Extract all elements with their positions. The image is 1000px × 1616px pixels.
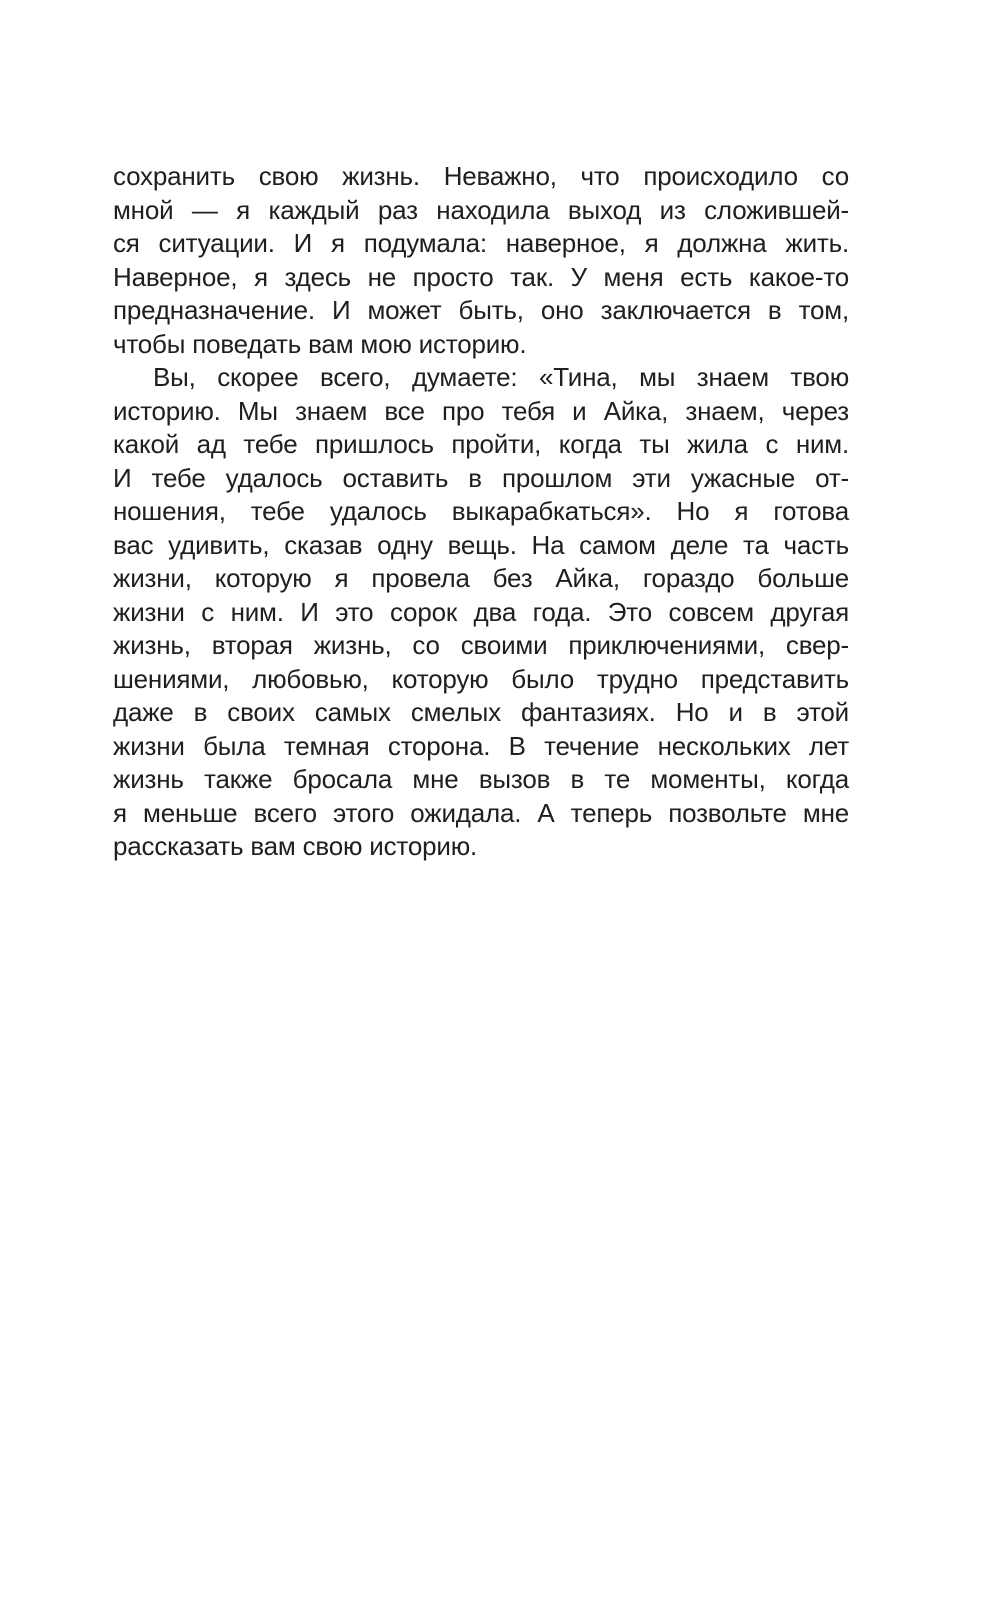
text-line: чтобы поведать вам мою историю. xyxy=(113,328,527,359)
text-line: мной — я каждый раз находила выход из сложившей- xyxy=(113,194,849,225)
paragraph xyxy=(113,361,849,864)
text-line: жизнь, вторая жизнь, со своими приключениями, свер- xyxy=(113,630,849,660)
text-line: жизни была темная сторона. В течение нескольких лет xyxy=(113,730,849,761)
text-line: даже в своих самых смелых фантазиях. Но и в этой xyxy=(113,697,849,727)
text-line: ся ситуации. И я подумала: наверное, я должна жить. xyxy=(113,228,849,258)
text-line: историю. Мы знаем все про тебя и Айка, знаем, через xyxy=(113,395,849,426)
text-line: шениями, любовью, которую было трудно представить xyxy=(113,663,849,694)
text-line: рассказать вам свою историю. xyxy=(113,831,478,861)
page-text xyxy=(113,160,849,864)
text-line: я меньше всего этого ожидала. А теперь позвольте мне xyxy=(113,797,849,828)
text-line: жизнь также бросала мне вызов в те моменты, когда xyxy=(113,764,849,794)
text-line: сохранить свою жизнь. Неважно, что происходило со xyxy=(113,161,849,191)
paragraph xyxy=(113,160,849,361)
text-line: И тебе удалось оставить в прошлом эти ужасные от- xyxy=(113,462,849,493)
text-line: ношения, тебе удалось выкарабкаться». Но я готова xyxy=(113,496,849,526)
text-line: жизни с ним. И это сорок два года. Это совсем другая xyxy=(113,596,849,627)
text-line: жизни, которую я провела без Айка, гораздо больше xyxy=(113,563,849,593)
text-line: Вы, скорее всего, думаете: «Тина, мы знаем твою xyxy=(153,362,849,392)
text-line: какой ад тебе пришлось пройти, когда ты жила с ним. xyxy=(113,429,849,459)
text-line: Наверное, я здесь не просто так. У меня есть какое-то xyxy=(113,261,849,292)
text-line: вас удивить, сказав одну вещь. На самом деле та часть xyxy=(113,529,849,560)
text-line: предназначение. И может быть, оно заключается в том, xyxy=(113,295,849,325)
